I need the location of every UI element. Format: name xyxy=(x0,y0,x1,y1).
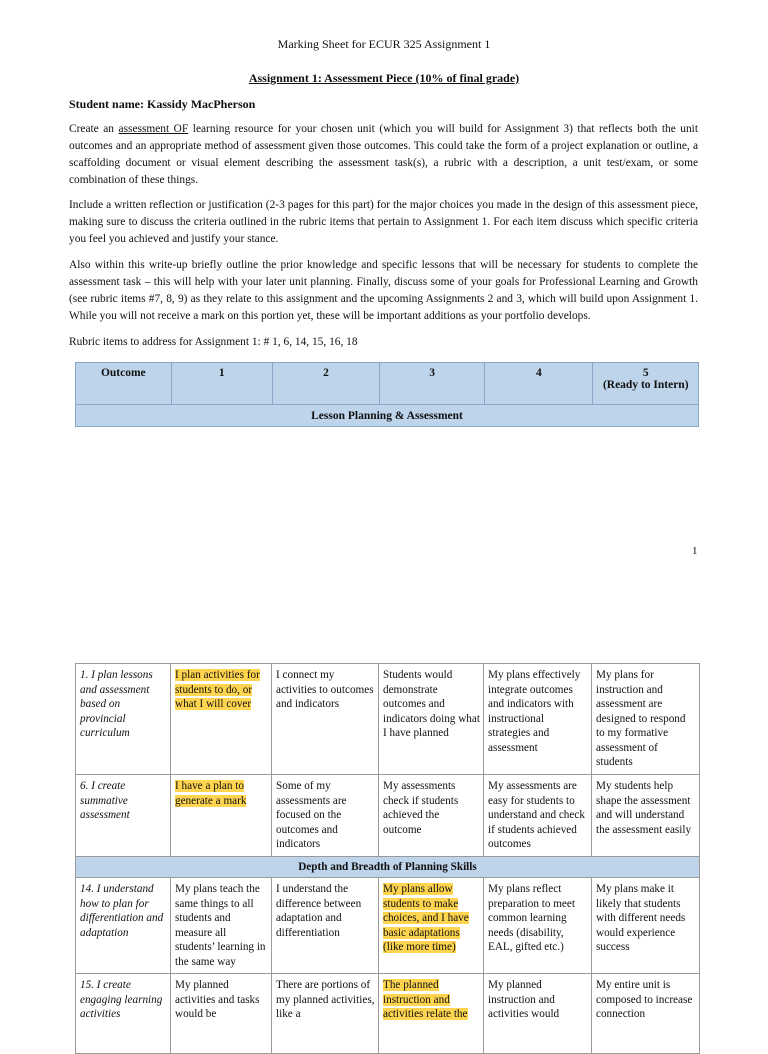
rubric-items-line: Rubric items to address for Assignment 1: # 1, 6, 14, 15, 16, 18 xyxy=(69,336,358,348)
rubric-cell: My assessments are easy for students to understand and check if students achieved outcomes xyxy=(484,775,592,857)
highlighted-text: The planned instruction and activities relate the xyxy=(383,979,468,1020)
rubric-cell: My planned activities and tasks would be xyxy=(171,974,272,1054)
rubric-cell: My plans make it likely that students with different needs would experience success xyxy=(592,878,700,974)
rubric-cell: Some of my assessments are focused on the outcomes and indicators xyxy=(272,775,379,857)
rubric-table xyxy=(75,663,700,1054)
rubric-row-15 xyxy=(76,974,700,1054)
rubric-header-row xyxy=(76,363,699,405)
rubric-row-14 xyxy=(76,878,700,974)
highlighted-text: My plans allow students to make choices, and I have basic adaptations (like more time) xyxy=(383,883,469,953)
outcome-cell: 15. I create engaging learning activities xyxy=(76,974,171,1054)
rubric-cell: My plans for instruction and assessment are designed to respond to my formative assessment of students xyxy=(592,664,700,775)
para1-text-after: learning resource for your chosen unit (which you will build for Assignment 3) that reflects both the unit outcomes and an appropriate method of assessment given those outcomes. This could take the form of a project explanation or outline, a scaffolding document or visual element describing the assessment task(s), a rubric with a description, a unit test/exam, or some combination of these things. xyxy=(69,123,699,186)
section-title-lesson-planning: Lesson Planning & Assessment xyxy=(76,405,699,427)
page-number: 1 xyxy=(692,545,698,557)
rubric-cell: My plans reflect preparation to meet common learning needs (disability, EAL, gifted etc.) xyxy=(484,878,592,974)
assessment-of-term: assessment OF xyxy=(118,123,189,135)
instructions-paragraph-1 xyxy=(69,121,698,189)
student-name: Student name: Kassidy MacPherson xyxy=(69,97,256,111)
col-header-outcome: Outcome xyxy=(76,363,172,405)
col-header-5-number: 5 xyxy=(642,367,649,379)
document-header: Marking Sheet for ECUR 325 Assignment 1 xyxy=(277,37,491,51)
section-row-depth-breadth xyxy=(76,856,700,878)
rubric-cell: My assessments check if students achieved the outcome xyxy=(379,775,484,857)
rubric-cell xyxy=(171,775,272,857)
col-header-1: 1 xyxy=(171,363,272,405)
rubric-cell: I understand the difference between adaptation and differentiation xyxy=(272,878,379,974)
rubric-cell: My plans effectively integrate outcomes and indicators with instructional strategies and assessment xyxy=(484,664,592,775)
para1-text-before: Create an xyxy=(69,123,119,135)
col-header-5 xyxy=(593,363,699,405)
rubric-cell: My planned instruction and activities would xyxy=(484,974,592,1054)
rubric-cell: Students would demonstrate outcomes and indicators doing what I have planned xyxy=(379,664,484,775)
rubric-cell: My entire unit is composed to increase connection xyxy=(592,974,700,1054)
instructions-paragraph-2: Include a written reflection or justification (2-3 pages for this part) for the major choices you made in the design of this assessment piece, making sure to discuss the criteria outlined in the rubric items that pertain to Assignment 1. For each item discuss which specific criteria you feel you achieved and justify your stance. xyxy=(69,199,698,245)
rubric-cell: There are portions of my planned activities, like a xyxy=(272,974,379,1054)
rubric-row-6 xyxy=(76,775,700,857)
rubric-cell xyxy=(379,974,484,1054)
outcome-cell: 6. I create summative assessment xyxy=(76,775,171,857)
col-header-4: 4 xyxy=(485,363,593,405)
rubric-cell xyxy=(379,878,484,974)
rubric-header-table xyxy=(75,362,699,427)
section-title-depth-breadth: Depth and Breadth of Planning Skills xyxy=(76,856,700,878)
col-header-2: 2 xyxy=(272,363,379,405)
rubric-cell: I connect my activities to outcomes and indicators xyxy=(272,664,379,775)
outcome-cell: 1. I plan lessons and assessment based on provincial curriculum xyxy=(76,664,171,775)
highlighted-text: I plan activities for students to do, or what I will cover xyxy=(175,669,260,710)
assignment-title: Assignment 1: Assessment Piece (10% of final grade) xyxy=(248,71,520,85)
instructions-paragraph-3: Also within this write-up briefly outline the prior knowledge and specific lessons that will be necessary for students to complete the assessment task – this will help with your later unit planning. Finally, discuss some of your goals for Professional Learning and Growth (see rubric items #7, 8, 9) as they relate to this assignment and the upcoming Assignments 2 and 3, which will build upon Assignment 1. While you will not receive a mark on this portion yet, these will be important additions as your portfolio develops. xyxy=(69,259,698,322)
rubric-cell: My students help shape the assessment and will understand the assessment easily xyxy=(592,775,700,857)
outcome-cell: 14. I understand how to plan for differentiation and adaptation xyxy=(76,878,171,974)
col-header-5-sub: (Ready to Intern) xyxy=(602,379,689,391)
col-header-3: 3 xyxy=(380,363,485,405)
highlighted-text: I have a plan to generate a mark xyxy=(175,780,247,807)
rubric-row-1 xyxy=(76,664,700,775)
rubric-cell xyxy=(171,664,272,775)
rubric-cell: My plans teach the same things to all students and measure all students’ learning in the same way xyxy=(171,878,272,974)
section-row-lesson-planning xyxy=(76,405,699,427)
